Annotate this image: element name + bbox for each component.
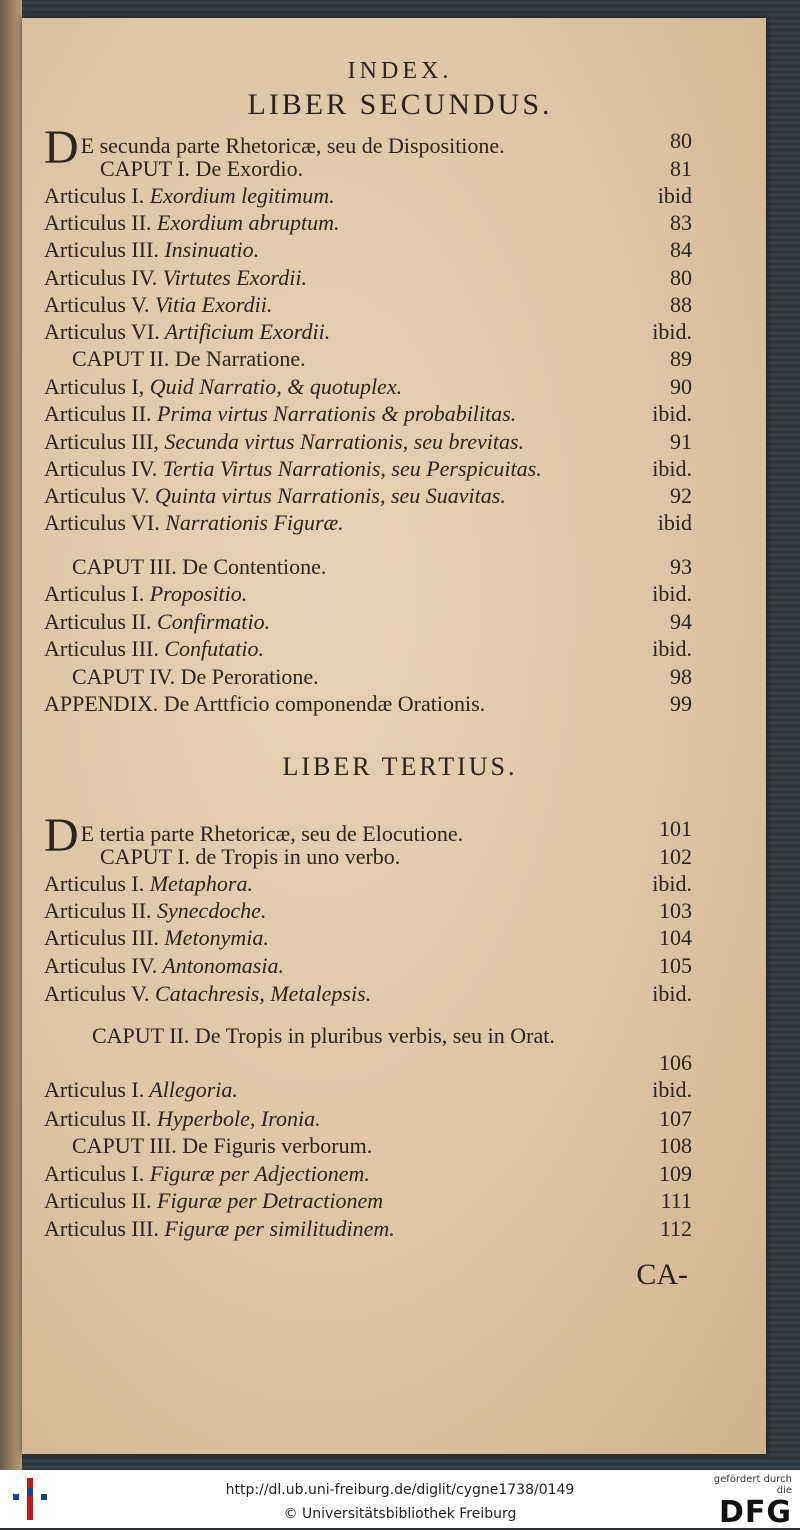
entry-label: Articulus III, [44, 429, 159, 454]
entry-label: Articulus II. [44, 401, 152, 426]
index-entry [72, 554, 690, 580]
liber-secundus-title: LIBER SECUNDUS. [247, 88, 553, 121]
entry-label: Articulus III. [44, 237, 159, 262]
entry-page-number: ibid. [652, 636, 692, 661]
index-entry [44, 237, 690, 263]
index-entry [44, 210, 690, 236]
entry-label: Articulus III. [44, 1216, 159, 1241]
entry-subject: Quinta virtus Narrationis, seu Suavitas. [149, 483, 506, 508]
entry-subject: Antonomasia. [157, 953, 284, 978]
index-entry [72, 346, 690, 372]
entry-page-number: 92 [670, 483, 692, 508]
entry-label: Articulus II. [44, 1106, 152, 1131]
entry-label: E tertia parte Rhetoricæ, seu de Elocutione. [80, 821, 464, 846]
entry-page-number: ibid. [652, 319, 692, 344]
dfg-logo [702, 1474, 792, 1530]
entry-label: Articulus IV. [44, 953, 158, 978]
entry-label: CAPUT III. De Contentione. [72, 554, 327, 579]
index-entry [44, 898, 690, 924]
entry-page-number: 102 [659, 844, 692, 869]
entry-page-number: 94 [670, 609, 692, 634]
entry-subject: Metonymia. [158, 925, 269, 950]
entry-label: Articulus III. [44, 925, 159, 950]
index-entry [44, 581, 690, 607]
entry-subject: Propositio. [144, 581, 248, 606]
entry-page-number: 107 [659, 1106, 692, 1131]
entry-label: Articulus I. [44, 1077, 145, 1102]
entry-label: Articulus III. [44, 636, 159, 661]
entry-label: Articulus V. [44, 981, 150, 1006]
index-entry [72, 1133, 690, 1159]
index-entry [100, 844, 690, 870]
index-entry [44, 925, 690, 951]
entry-label: CAPUT I. de Tropis in uno verbo. [100, 844, 401, 869]
entry-label: Articulus I. [44, 581, 145, 606]
entry-label: Articulus VI. [44, 319, 160, 344]
entry-label: CAPUT IV. De Peroratione. [72, 664, 319, 689]
index-entry [44, 319, 690, 345]
index-entry [44, 1161, 690, 1187]
index-entry [44, 691, 690, 717]
entry-page-number: 90 [670, 374, 692, 399]
entry-page-number: 99 [670, 691, 692, 716]
entry-page-number: 109 [659, 1161, 692, 1186]
entry-label: Articulus V. [44, 483, 150, 508]
entry-label: E secunda parte Rhetoricæ, seu de Dispositione. [80, 133, 505, 158]
entry-label: CAPUT III. De Figuris verborum. [72, 1133, 373, 1158]
entry-label: Articulus I, [44, 374, 145, 399]
entry-subject: Figuræ per similitudinem. [158, 1216, 395, 1241]
entry-page-number: ibid. [652, 871, 692, 896]
entry-page-number: 105 [659, 953, 692, 978]
liber-tertius-title: LIBER TERTIUS. [282, 752, 518, 781]
entry-label: APPENDIX. De Arttficio componendæ Orationis. [44, 691, 486, 716]
entry-subject: Figuræ per Detractionem [151, 1188, 384, 1213]
drop-capital: D [44, 121, 79, 174]
index-entry [72, 664, 690, 690]
entry-subject: Narrationis Figuræ. [159, 510, 344, 535]
entry-page-number: 101 [659, 816, 692, 841]
entry-page-number: ibid. [652, 401, 692, 426]
entry-page-number: 91 [670, 429, 692, 454]
index-entry [44, 609, 690, 635]
entry-subject: Allegoria. [144, 1077, 238, 1102]
entry-page-number: 112 [659, 1216, 692, 1241]
entry-subject: Quid Narratio, & quotuplex. [144, 374, 403, 399]
footer-bar [0, 1470, 800, 1528]
entry-page-number: 83 [670, 210, 692, 235]
index-entry [44, 1106, 690, 1132]
index-entry [44, 292, 690, 318]
entry-subject: Vitia Exordii. [149, 292, 273, 317]
entry-subject: Tertia Virtus Narrationis, seu Perspicuitas. [157, 456, 542, 481]
index-entry [44, 374, 690, 400]
index-entry [44, 953, 690, 979]
entry-label: Articulus II. [44, 609, 152, 634]
copyright-text: © Universitätsbibliothek Freiburg [283, 1506, 517, 1522]
entry-page-number: ibid. [652, 581, 692, 606]
entry-label: Articulus IV. [44, 456, 158, 481]
entry-subject: Confutatio. [158, 636, 264, 661]
entry-label: CAPUT II. De Tropis in pluribus verbis, seu in Orat. [92, 1023, 555, 1048]
document-url[interactable]: http://dl.ub.uni-freiburg.de/diglit/cygne1738/0149 [225, 1482, 575, 1498]
entry-page-number: ibid [657, 183, 692, 208]
index-entry [44, 456, 690, 482]
entry-label: Articulus I. [44, 1161, 145, 1186]
entry-page-number: 104 [659, 925, 692, 950]
entry-label: Articulus II. [44, 898, 152, 923]
entry-label: Articulus I. [44, 871, 145, 896]
entry-label: Articulus IV. [44, 265, 158, 290]
index-entry [100, 156, 690, 182]
entry-page-number: 93 [670, 554, 692, 579]
drop-capital: D [44, 809, 79, 862]
entry-label: CAPUT I. De Exordio. [100, 156, 304, 181]
dfg-mark: DFG [718, 1495, 792, 1530]
index-entry [44, 1077, 690, 1103]
entry-subject: Artificium Exordii. [159, 319, 331, 344]
index-entry [44, 401, 690, 427]
entry-subject: Confirmatio. [151, 609, 271, 634]
entry-page-number: 111 [660, 1188, 692, 1213]
entry-subject: Insinuatio. [158, 237, 260, 262]
entry-page-number: ibid [657, 510, 692, 535]
entry-page-number: 80 [670, 128, 692, 153]
entry-page-number: 80 [670, 265, 692, 290]
entry-page-number: 81 [670, 156, 692, 181]
index-entry [44, 429, 690, 455]
entry-page-number: ibid. [652, 981, 692, 1006]
entry-page-number: 89 [670, 346, 692, 371]
catchword: CA- [636, 1258, 688, 1291]
entry-label: Articulus V. [44, 292, 150, 317]
entry-subject: Prima virtus Narrationis & probabilitas. [151, 401, 517, 426]
entry-subject: Virtutes Exordii. [157, 265, 307, 290]
index-entry [44, 265, 690, 291]
entry-page-number: 103 [659, 898, 692, 923]
dfg-caption: gefördert durch die [713, 1474, 792, 1496]
entry-label: Articulus II. [44, 210, 152, 235]
entry-subject: Exordium abruptum. [151, 210, 340, 235]
index-entry [44, 871, 690, 897]
entry-subject: Hyperbole, Ironia. [151, 1106, 321, 1131]
entry-page-number: ibid. [652, 1077, 692, 1102]
entry-subject: Figuræ per Adjectionem. [144, 1161, 370, 1186]
entry-label: CAPUT II. De Narratione. [72, 346, 306, 371]
entry-subject: Metaphora. [144, 871, 253, 896]
index-entry [44, 981, 690, 1007]
entry-page-number: ibid. [652, 456, 692, 481]
entry-label: Articulus VI. [44, 510, 160, 535]
entry-page-number: 108 [659, 1133, 692, 1158]
index-entry [44, 1188, 690, 1214]
index-entry [44, 636, 690, 662]
entry-subject: Secunda virtus Narrationis, seu brevitas. [158, 429, 525, 454]
index-entry [44, 510, 690, 536]
entry-page-number: 106 [659, 1050, 692, 1075]
index-entry [44, 483, 690, 509]
entry-subject: Exordium legitimum. [144, 183, 335, 208]
index-entry [92, 1023, 696, 1049]
index-entry [44, 1216, 690, 1242]
entry-subject: Synecdoche. [151, 898, 267, 923]
entry-page-number: 98 [670, 664, 692, 689]
index-title: INDEX. [347, 58, 453, 84]
entry-label: Articulus II. [44, 1188, 152, 1213]
index-entry [44, 183, 690, 209]
entry-page-number: 88 [670, 292, 692, 317]
entry-page-number: 84 [670, 237, 692, 262]
entry-label: Articulus I. [44, 183, 145, 208]
entry-subject: Catachresis, Metalepsis. [149, 981, 372, 1006]
